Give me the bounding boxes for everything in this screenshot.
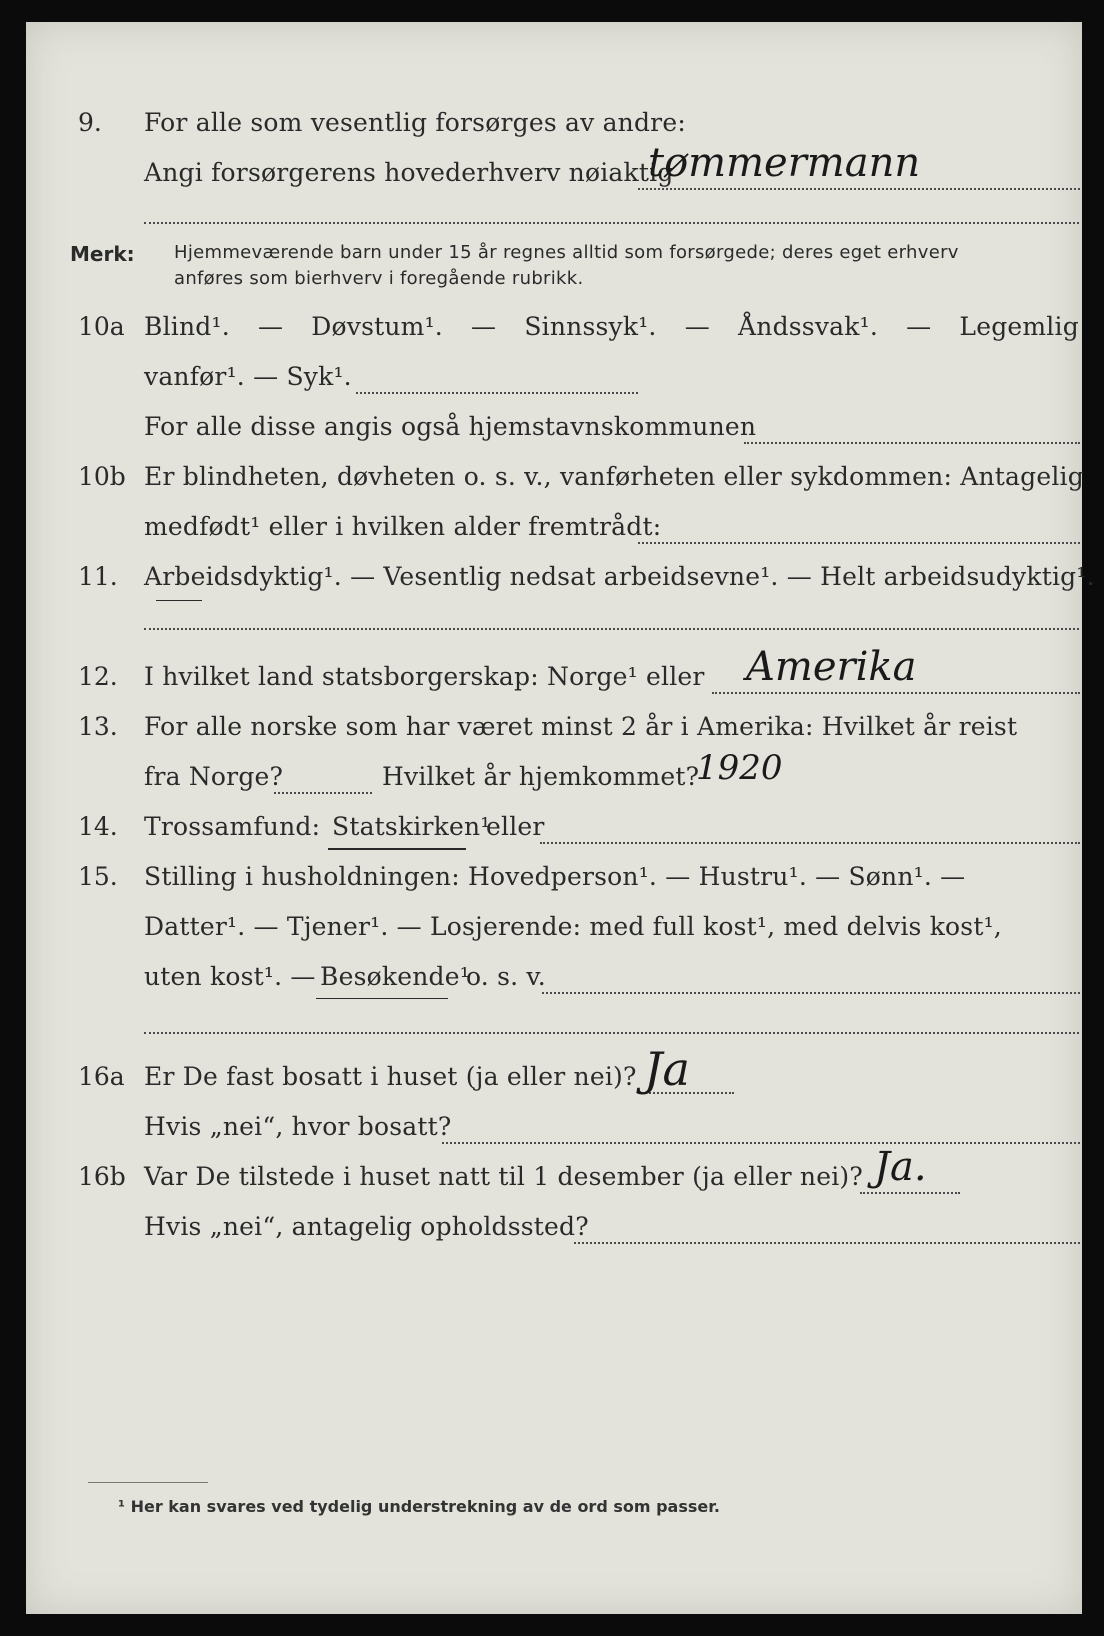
question-number: 9. (78, 108, 102, 137)
answer-line (712, 692, 1080, 694)
handwritten-answer: Ja. (874, 1144, 927, 1190)
question-number: 16a (78, 1062, 125, 1091)
census-form-page (26, 22, 1095, 1614)
question-text: Var De tilstede i huset natt til 1 desember (ja eller nei)? (144, 1162, 863, 1191)
question-12-line-1 (26, 644, 1082, 702)
question-number: 14. (78, 812, 118, 841)
question-15-line-1 (26, 862, 1082, 902)
question-text: Hvis „nei“, antagelig opholdssted? (144, 1212, 589, 1241)
merk-text: Hjemmeværende barn under 15 år regnes alltid som forsørgede; deres eget erhverv (174, 242, 959, 263)
answer-line (442, 1142, 1080, 1144)
question-text: Hvis „nei“, hvor bosatt? (144, 1112, 452, 1141)
question-text: Arbeidsdyktig¹. — Vesentlig nedsat arbeidsevne¹. — Helt arbeidsudyktig¹. (144, 562, 1095, 591)
question-16a-line-1 (26, 1042, 1082, 1102)
answer-line (274, 792, 372, 794)
handwritten-answer: Ja (644, 1042, 690, 1096)
merk-label: Merk: (70, 242, 135, 266)
question-text: Angi forsørgerens hovederhverv nøiaktig (144, 158, 674, 187)
question-14-line-1 (26, 812, 1082, 852)
question-text: For alle norske som har været minst 2 år i Amerika: Hvilket år reist (144, 712, 1018, 741)
question-text: fra Norge? (144, 762, 284, 791)
separator-rule (144, 1032, 1079, 1034)
question-number: 15. (78, 862, 118, 891)
option-besokende: Besøkende¹ (320, 962, 470, 991)
footnote: ¹ Her kan svares ved tydelig understrekning av de ord som passer. (118, 1497, 720, 1516)
answer-line (744, 442, 1080, 444)
question-text: Datter¹. — Tjener¹. — Losjerende: med full kost¹, med delvis kost¹, (144, 912, 1002, 941)
question-text: Stilling i husholdningen: Hovedperson¹. — Hustru¹. — Sønn¹. — (144, 862, 966, 891)
question-15-line-3 (26, 962, 1082, 1002)
dash: — (906, 312, 932, 341)
question-number: 10a (78, 312, 125, 341)
question-text: Hvilket år hjemkommet? (382, 762, 700, 791)
question-text: Trossamfund: (144, 812, 321, 841)
handwritten-answer: Amerika (746, 644, 917, 690)
question-text: eller (486, 812, 545, 841)
option-statskirken: Statskirken¹ (332, 812, 491, 841)
question-text: medfødt¹ eller i hvilken alder fremtrådt: (144, 512, 662, 541)
underline-mark (156, 600, 202, 601)
question-number: 11. (78, 562, 118, 591)
question-10b-line-1 (26, 462, 1082, 502)
dash: — (257, 312, 284, 341)
question-number: 12. (78, 662, 118, 691)
answer-line (356, 392, 638, 394)
question-11-line-1 (26, 562, 1095, 602)
question-9-line-2 (26, 140, 1082, 198)
option-dovstum: Døvstum¹. (311, 312, 443, 341)
question-text-justified (144, 312, 1079, 341)
question-text: For alle som vesentlig forsørges av andre: (144, 108, 686, 137)
question-text: Er blindheten, døvheten o. s. v., vanførheten eller sykdommen: Antagelig (144, 462, 1084, 491)
question-number: 13. (78, 712, 118, 741)
merk-text: anføres som bierhverv i foregående rubrikk. (174, 268, 584, 289)
answer-line (638, 188, 1080, 190)
question-10a-line-3 (26, 412, 1082, 452)
question-number: 16b (78, 1162, 126, 1191)
question-text: uten kost¹. — (144, 962, 316, 991)
question-13-line-2 (26, 748, 1082, 802)
question-text: I hvilket land statsborgerskap: Norge¹ eller (144, 662, 705, 691)
option-legemlig: Legemlig (959, 312, 1079, 341)
merk-note-line-2 (26, 268, 1082, 308)
handwritten-underline (316, 998, 448, 999)
dash: — (471, 312, 497, 341)
footnote-rule (88, 1482, 208, 1483)
answer-line (574, 1242, 1080, 1244)
answer-line (638, 542, 1080, 544)
question-13-line-1 (26, 712, 1082, 752)
answer-line (860, 1192, 960, 1194)
answer-line (540, 842, 1080, 844)
question-text: vanfør¹. — Syk¹. (144, 362, 352, 391)
handwritten-answer: tømmermann (648, 140, 921, 186)
question-number: 10b (78, 462, 126, 491)
question-10a-line-2 (26, 362, 1082, 402)
dash: — (684, 312, 710, 341)
question-15-line-2 (26, 912, 1082, 952)
handwritten-answer: 1920 (696, 748, 783, 788)
question-16b-line-2 (26, 1212, 1082, 1252)
answer-line (542, 992, 1080, 994)
option-blind: Blind¹. (144, 312, 230, 341)
question-10a-line-1 (26, 312, 1082, 352)
option-sinnssyk: Sinnssyk¹. (524, 312, 657, 341)
question-16b-line-1 (26, 1144, 1082, 1202)
separator-rule (144, 628, 1079, 630)
question-text: o. s. v. (466, 962, 546, 991)
question-text: For alle disse angis også hjemstavnskommunen (144, 412, 757, 441)
separator-rule (144, 222, 1079, 224)
question-9-line-1 (26, 108, 1082, 148)
option-andssvak: Åndssvak¹. (738, 312, 878, 341)
handwritten-underline (328, 848, 466, 850)
question-text: Er De fast bosatt i huset (ja eller nei)? (144, 1062, 637, 1091)
question-10b-line-2 (26, 512, 1082, 552)
